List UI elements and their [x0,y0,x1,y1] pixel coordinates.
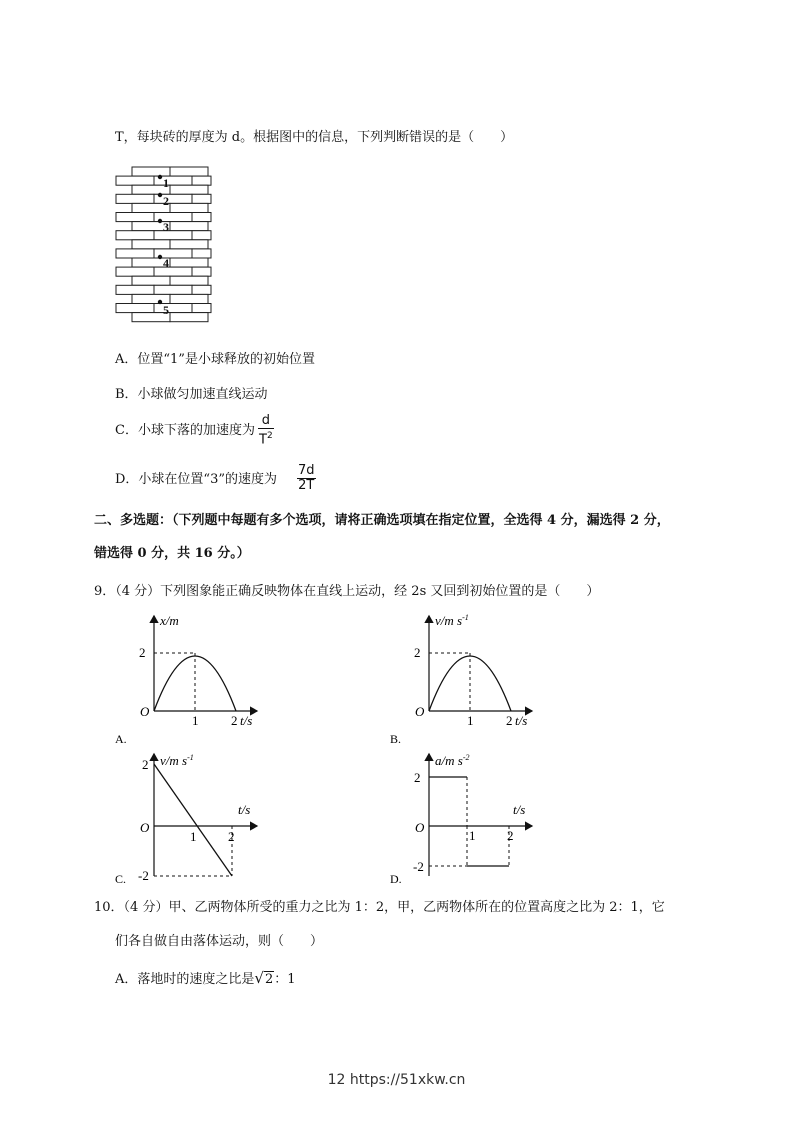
x-tick-1: 1 [469,828,476,843]
brick [192,231,211,240]
origin-label: O [140,704,150,719]
y-tick-neg2: -2 [138,868,149,883]
position-label-1: 1 [163,176,169,190]
q10-option-a-text: A．落地时的速度之比是 [115,972,255,987]
brick [170,294,208,303]
fraction-numerator: 7d [298,463,315,478]
fraction-denominator [258,428,274,447]
brick [170,313,208,322]
y-tick-2: 2 [414,645,421,660]
ratio-tail: ：1 [274,972,296,987]
brick [116,267,154,276]
sqrt-radicand: 2 [264,972,274,987]
origin-label: O [415,820,425,835]
position-label-5: 5 [163,303,169,317]
page-footer: 12 https://51xkw.cn [327,1072,466,1088]
q8-option-a[interactable]: A．位置“1”是小球释放的初始位置 [115,352,315,367]
sqrt-symbol: √ [254,969,264,987]
q10-stem-line2: 们各自做自由落体运动，则（ ） [115,934,324,949]
q8-stem: T，每块砖的厚度为 d。根据图中的信息，下列判断错误的是（ ） [115,130,514,145]
x-axis-label: t/s [238,802,251,817]
brick [170,258,208,267]
brick [132,276,170,285]
brick [170,167,208,176]
q8-option-c[interactable]: C．小球下落的加速度为 [115,423,255,438]
brick [154,267,192,276]
x-tick-2: 2 [507,828,514,843]
q10-stem-line1: 10．（4 分）甲、乙两物体所受的重力之比为 1：2，甲，乙两物体所在的位置高度之比为 2：1，它 [94,900,665,915]
graph-option-label: B. [390,732,402,746]
x-tick-1: 1 [467,713,474,728]
brick [170,240,208,249]
graph-a[interactable] [112,608,272,748]
x-tick-2: 2 [231,713,238,728]
brick [192,267,211,276]
y-tick-2: 2 [414,770,421,785]
graph-d[interactable] [387,748,547,888]
brick [132,167,170,176]
q9-stem: 9．（4 分）下列图象能正确反映物体在直线上运动，经 2s 又回到初始位置的是（ ） [94,584,600,599]
x-axis-label: t/s [240,713,253,728]
y-tick-2: 2 [142,757,149,772]
brick [192,213,211,222]
position-label-3: 3 [163,220,169,234]
brick [116,285,154,294]
x-axis-label: t/s [515,713,528,728]
y-tick-neg2: -2 [413,859,424,874]
fraction-denominator-base: T [259,432,267,448]
brick [132,240,170,249]
brick [116,304,154,313]
x-tick-2: 2 [506,713,513,728]
fraction-exponent: 2 [266,431,273,441]
x-tick-2: 2 [228,829,235,844]
y-axis-label: x/m [160,613,179,628]
x-tick-1: 1 [192,713,199,728]
brick [170,276,208,285]
brick-rows [116,167,211,322]
brick [170,222,208,231]
y-axis-label: v/m $s^{-1}$ [435,613,469,628]
brick [116,213,154,222]
ball-4 [158,255,162,259]
section-heading-line1: 二、多选题：（下列题中每题有多个选项，请将正确选项填在指定位置，全选得 4 分，漏选得 2 分， [94,513,670,528]
position-label-4: 4 [163,256,169,270]
x-tick-1: 1 [190,829,197,844]
graph-option-label: A. [115,732,127,746]
y-axis-label: a/m $s^{-2}$ [435,753,470,768]
brick [154,285,192,294]
fraction-7d-over-2t [297,464,316,493]
q8-option-b[interactable]: B．小球做匀加速直线运动 [115,387,268,402]
brick [154,231,192,240]
ball-5 [158,300,162,304]
brick [170,185,208,194]
graph-option-label: D. [390,872,402,886]
fraction-denominator: 2T [298,478,315,493]
graph-option-label: C. [115,872,127,886]
brick [192,249,211,258]
origin-label: O [140,820,150,835]
ball-3 [158,219,162,223]
velocity-line [154,764,232,876]
brick [116,176,154,185]
brick [116,249,154,258]
brick [116,194,154,203]
y-axis-label: v/m $s^{-1}$ [160,753,194,768]
brick [170,203,208,212]
origin-label: O [415,704,425,719]
brick-wall-figure [112,166,216,334]
brick [192,194,211,203]
brick [154,304,192,313]
x-axis-label: t/s [513,802,526,817]
position-label-2: 2 [163,194,169,208]
y-tick-2: 2 [139,645,146,660]
ball-2 [158,193,162,197]
graph-b[interactable] [387,608,547,748]
ball-1 [158,175,162,179]
brick [192,285,211,294]
fraction-numerator: d [261,413,270,428]
brick [192,176,211,185]
fraction-d-over-t-squared [258,414,274,447]
q8-option-d[interactable]: D．小球在位置“3”的速度为 [115,472,277,487]
graph-c[interactable] [112,748,272,888]
section-heading-line2: 错选得 0 分，共 16 分。） [94,546,250,561]
brick [116,231,154,240]
q10-option-a[interactable] [115,971,296,986]
brick [192,304,211,313]
